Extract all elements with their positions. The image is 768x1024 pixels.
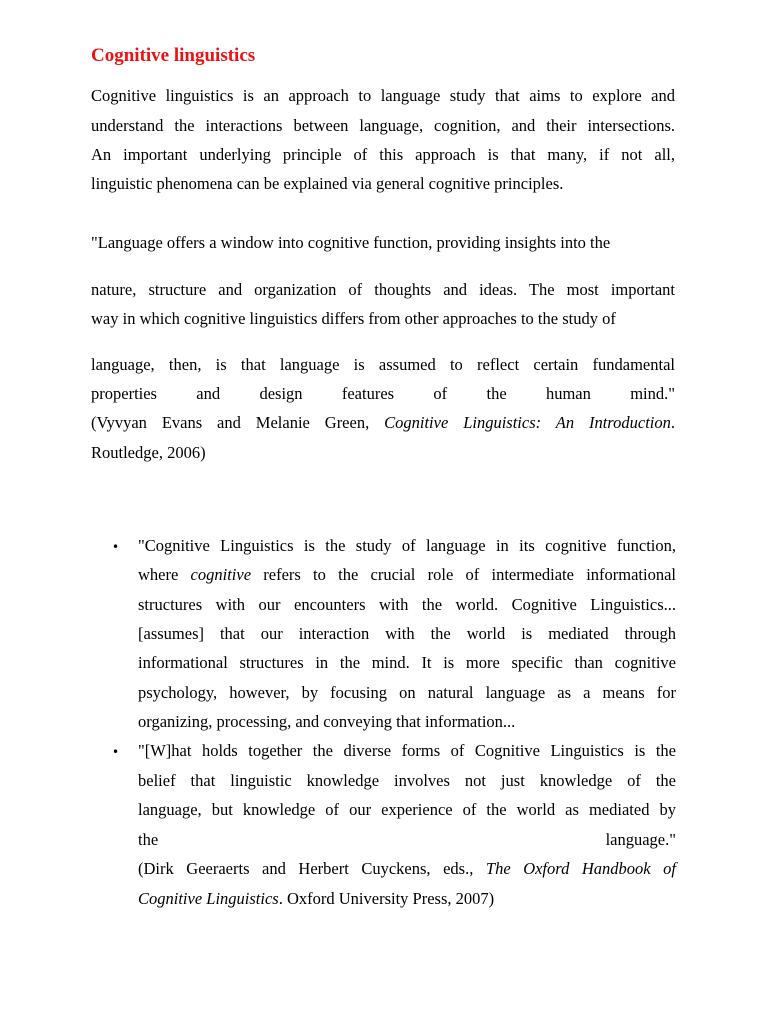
bullet1-line-2: [138, 564, 676, 586]
bullet2-book-title-b: Cognitive Linguistics: [138, 889, 279, 908]
bullet2-book-title-a: The Oxford Handbook of: [485, 859, 676, 878]
bullet2-citation-line: [138, 858, 676, 880]
bullet1-line-5: informational structures in the mind. It is more specific than cognitive: [138, 653, 676, 672]
quote-line-2: nature, structure and organization of thoughts and ideas. The most important: [91, 280, 675, 299]
bullet1-line-7: organizing, processing, and conveying that information...: [138, 712, 516, 731]
intro-line-1: Cognitive linguistics is an approach to language study that aims to explore and: [91, 86, 675, 105]
bullet2-line-3: language, but knowledge of our experience of the world as mediated by: [138, 800, 676, 819]
bullet-marker-2: •: [112, 745, 120, 759]
bullet2-publisher: . Oxford University Press, 2007): [278, 889, 495, 908]
quote-line-1: "Language offers a window into cognitive function, providing insights into the: [91, 233, 611, 252]
intro-line-3: An important underlying principle of this approach is that many, if not all,: [91, 145, 675, 164]
bullet1-text-b: refers to the crucial role of intermediate informational: [251, 565, 676, 584]
citation-punct: .: [670, 413, 675, 432]
bullet-marker-1: •: [112, 540, 120, 554]
quote-publisher-line: Routledge, 2006): [91, 443, 206, 462]
bullet2-line-4: the language.": [138, 830, 676, 849]
bullet1-line-6: psychology, however, by focusing on natural language as a means for: [138, 683, 676, 702]
citation-authors: (Vyvyan Evans and Melanie Green,: [91, 413, 385, 432]
bullet1-line-1: "Cognitive Linguistics is the study of language in its cognitive function,: [138, 536, 676, 555]
quote-line-3: way in which cognitive linguistics differs from other approaches to the study of: [91, 309, 616, 328]
bullet2-line-2: belief that linguistic knowledge involves not just knowledge of the: [138, 771, 676, 790]
intro-line-2: understand the interactions between language, cognition, and their intersections.: [91, 116, 675, 135]
citation-book-title: Cognitive Linguistics: An Introduction: [384, 413, 671, 432]
quote-line-4: language, then, is that language is assumed to reflect certain fundamental: [91, 355, 675, 374]
bullet1-line-4: [assumes] that our interaction with the world is mediated through: [138, 624, 676, 643]
bullet2-line-1: "[W]hat holds together the diverse forms of Cognitive Linguistics is the: [138, 741, 676, 760]
intro-line-4: linguistic phenomena can be explained via general cognitive principles.: [91, 174, 564, 193]
quote-line-5: properties and design features of the human mind.": [91, 384, 675, 403]
page-title: Cognitive linguistics: [91, 45, 256, 66]
bullet1-italic-term: cognitive: [190, 565, 252, 584]
bullet1-text-a: where: [138, 565, 191, 584]
bullet1-line-3: structures with our encounters with the world. Cognitive Linguistics...: [138, 595, 676, 614]
bullet2-publisher-line: [138, 888, 676, 910]
bullet2-citation-authors: (Dirk Geeraerts and Herbert Cuyckens, eds.,: [138, 859, 486, 878]
quote-citation-line: [91, 412, 675, 434]
